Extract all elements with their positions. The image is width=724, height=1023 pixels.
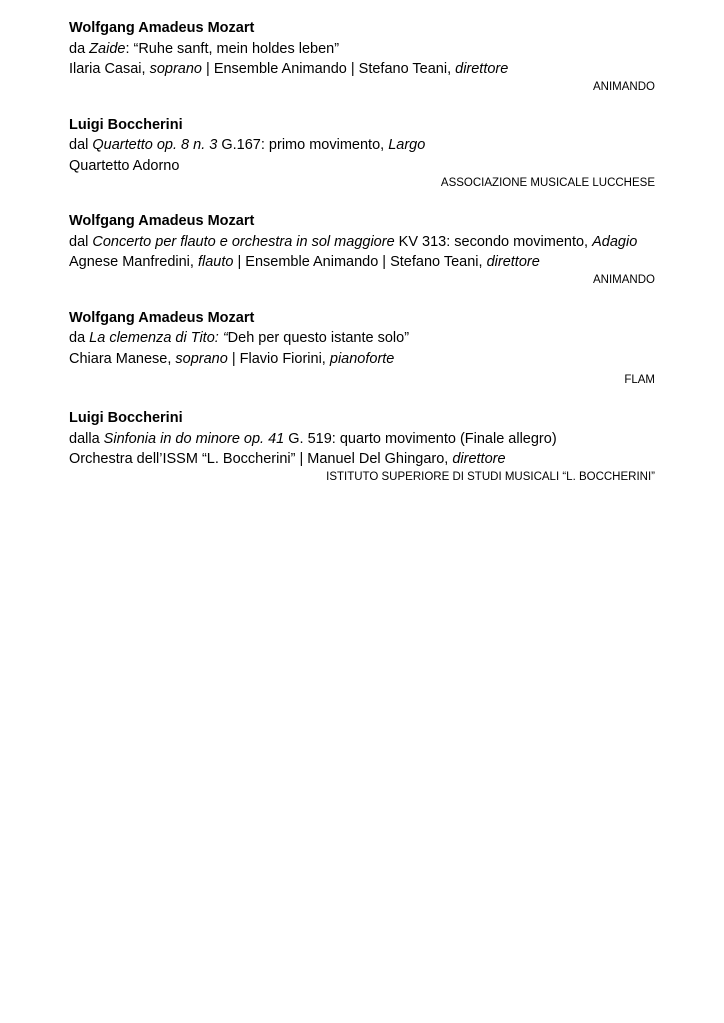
program-list: [69, 18, 655, 485]
performers: [69, 349, 655, 370]
composer-name: Wolfgang Amadeus Mozart: [69, 309, 255, 326]
text-segment-italic: pianoforte: [329, 350, 395, 367]
text-segment-italic: Concerto per flauto e orchestra in sol maggiore: [92, 233, 395, 250]
text-segment-italic: Sinfonia in do minore op. 41: [103, 430, 285, 447]
text-segment: Deh per questo istante solo”: [227, 330, 410, 346]
program-entry: [69, 115, 655, 192]
source-organization: ISTITUTO SUPERIORE DI STUDI MUSICALI “L. BOCCHERINI”: [326, 470, 655, 483]
source-organization: ASSOCIAZIONE MUSICALE LUCCHESE: [440, 177, 655, 189]
program-entry: [69, 408, 655, 485]
text-segment: da: [69, 330, 90, 346]
text-segment-italic: Zaide: [89, 40, 126, 57]
source-organization: FLAM: [624, 374, 655, 386]
text-segment: Quartetto Adorno: [69, 157, 180, 174]
program-entry: [69, 211, 655, 288]
composer-name: Wolfgang Amadeus Mozart: [69, 213, 255, 229]
composer-name: Luigi Boccherini: [69, 116, 183, 133]
work-title: [69, 39, 655, 60]
program-entry: [69, 18, 655, 95]
text-segment: | Ensemble Animando | Stefano Teani,: [202, 61, 456, 77]
text-segment: Agnese Manfredini,: [69, 254, 198, 270]
performers: [69, 252, 655, 273]
text-segment-italic: Largo: [388, 137, 426, 153]
text-segment-italic: La clemenza di Tito: “: [89, 330, 228, 346]
text-segment: | Ensemble Animando | Stefano Teani,: [233, 254, 487, 270]
text-segment: Ilaria Casai,: [69, 61, 150, 77]
composer-name: Wolfgang Amadeus Mozart: [69, 20, 255, 36]
text-segment: KV 313: secondo movimento,: [394, 233, 593, 250]
text-segment: Orchestra dell’ISSM “L. Boccherini” | Manuel Del Ghingaro,: [69, 451, 453, 467]
performers: [69, 59, 655, 80]
source-organization: ANIMANDO: [593, 80, 655, 93]
text-segment: : “Ruhe sanft, mein holdes leben”: [125, 40, 340, 57]
text-segment-italic: direttore: [452, 451, 506, 467]
composer-name: Luigi Boccherini: [69, 410, 183, 426]
text-segment-italic: Quartetto op. 8 n. 3: [92, 137, 218, 153]
source-organization: ANIMANDO: [593, 273, 655, 286]
work-title: [69, 135, 655, 156]
text-segment: dal: [69, 137, 93, 153]
text-segment-italic: direttore: [486, 254, 540, 270]
work-title: [69, 328, 655, 349]
performers: [69, 156, 655, 177]
text-segment: da: [69, 40, 90, 57]
work-title: [69, 232, 655, 253]
text-segment: dalla: [69, 430, 104, 447]
performers: [69, 449, 655, 470]
text-segment-italic: soprano: [175, 350, 228, 367]
text-segment-italic: flauto: [197, 254, 234, 270]
text-segment: Chiara Manese,: [69, 350, 176, 367]
text-segment: | Flavio Fiorini,: [227, 350, 330, 367]
text-segment-italic: Adagio: [592, 233, 638, 250]
program-entry: [69, 308, 655, 389]
text-segment: G. 519: quarto movimento (Finale allegro): [284, 430, 557, 447]
text-segment-italic: soprano: [149, 61, 202, 77]
work-title: [69, 429, 655, 450]
text-segment-italic: direttore: [455, 61, 509, 77]
text-segment: G.167: primo movimento,: [217, 137, 389, 153]
text-segment: dal: [69, 233, 93, 250]
